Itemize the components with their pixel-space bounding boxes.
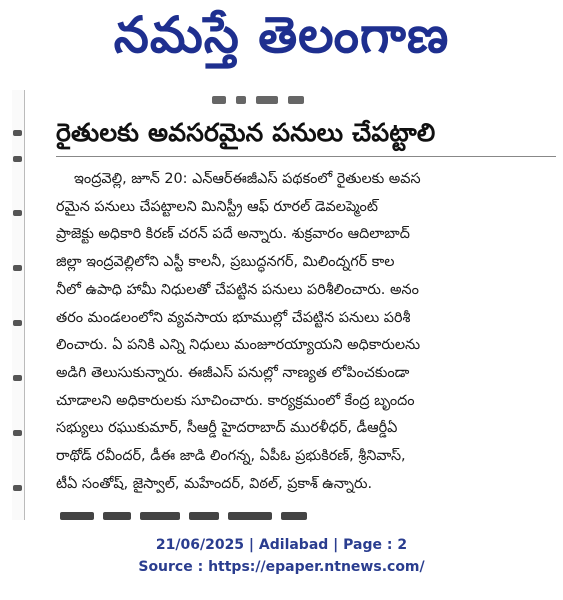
body-line: ఇంద్రవెల్లి, జూన్ 20: ఎన్ఆర్ఈజీఎస్ పథకంలో రైతులకు అవస [74,171,421,187]
body-line: అడిగి తెలుసుకున్నారు. ఈజీఎస్ పనుల్లో నాణ్యత లోపించకుండా [56,364,410,381]
source-url: Source : https://epaper.ntnews.com/ [138,559,425,575]
article-clipping [12,90,558,520]
body-line: నీలో ఉపాధి హామీ నిధులతో చేపట్టిన పనులు పరిశీలించారు. అనం [56,281,419,298]
headline-divider [56,156,556,157]
clipped-text-fragment-top [212,96,332,106]
body-line: ప్రాజెక్టు అధికారి కిరణ్ చరన్ పదే అన్నారు. శుక్రవారం ఆదిలాబాద్ [56,226,410,243]
adjacent-column-fragment [12,90,25,520]
body-line: రాథోడ్ రవీందర్, డీఈ జాడి లింగన్న, ఏపీఓ ప్రభుకిరణ్, శ్రీనివాస్, [56,448,406,465]
newspaper-logo: నమస్తే తెలంగాణ [113,5,450,64]
article-headline: రైతులకు అవసరమైన పనులు చేపట్టాలి [56,118,436,147]
body-line: సభ్యులు రఘుకుమార్, సీఆర్డీ హైదరాబాద్ మురళీధర్, డీఆర్డీఏ [56,420,398,437]
body-line: రమైన పనులు చేపట్టాలని మినిస్ట్రీ ఆఫ్ రూరల్ డెవలప్మెంట్ [56,198,378,215]
body-line: లించారు. ఏ పనికి ఎన్ని నిధులు మంజూరయ్యాయని అధికారులను [56,337,421,354]
source-footer [0,534,563,578]
edition-info: 21/06/2025 | Adilabad | Page : 2 [155,537,408,553]
masthead [0,0,563,82]
article-body [56,166,552,498]
body-line: టీఏ సంతోష్, జైస్వాల్, మహేందర్, విఠల్, ప్రకాశ్ ఉన్నారు. [56,475,373,492]
body-line: చూడాలని అధికారులకు సూచించారు. కార్యక్రమంలో కేంద్ర బృందం [56,392,415,409]
body-line: తరం మండలంలోని వ్యవసాయ భూముల్లో చేపట్టిన పనులు పరిశీ [56,309,411,326]
clipped-text-fragment-bottom [60,512,350,520]
body-line: జిల్లా ఇంద్రవెల్లిలోని ఎస్టీ కాలనీ, ప్రబుద్ధనగర్, మిలింద్నగర్ కాల [56,254,395,271]
